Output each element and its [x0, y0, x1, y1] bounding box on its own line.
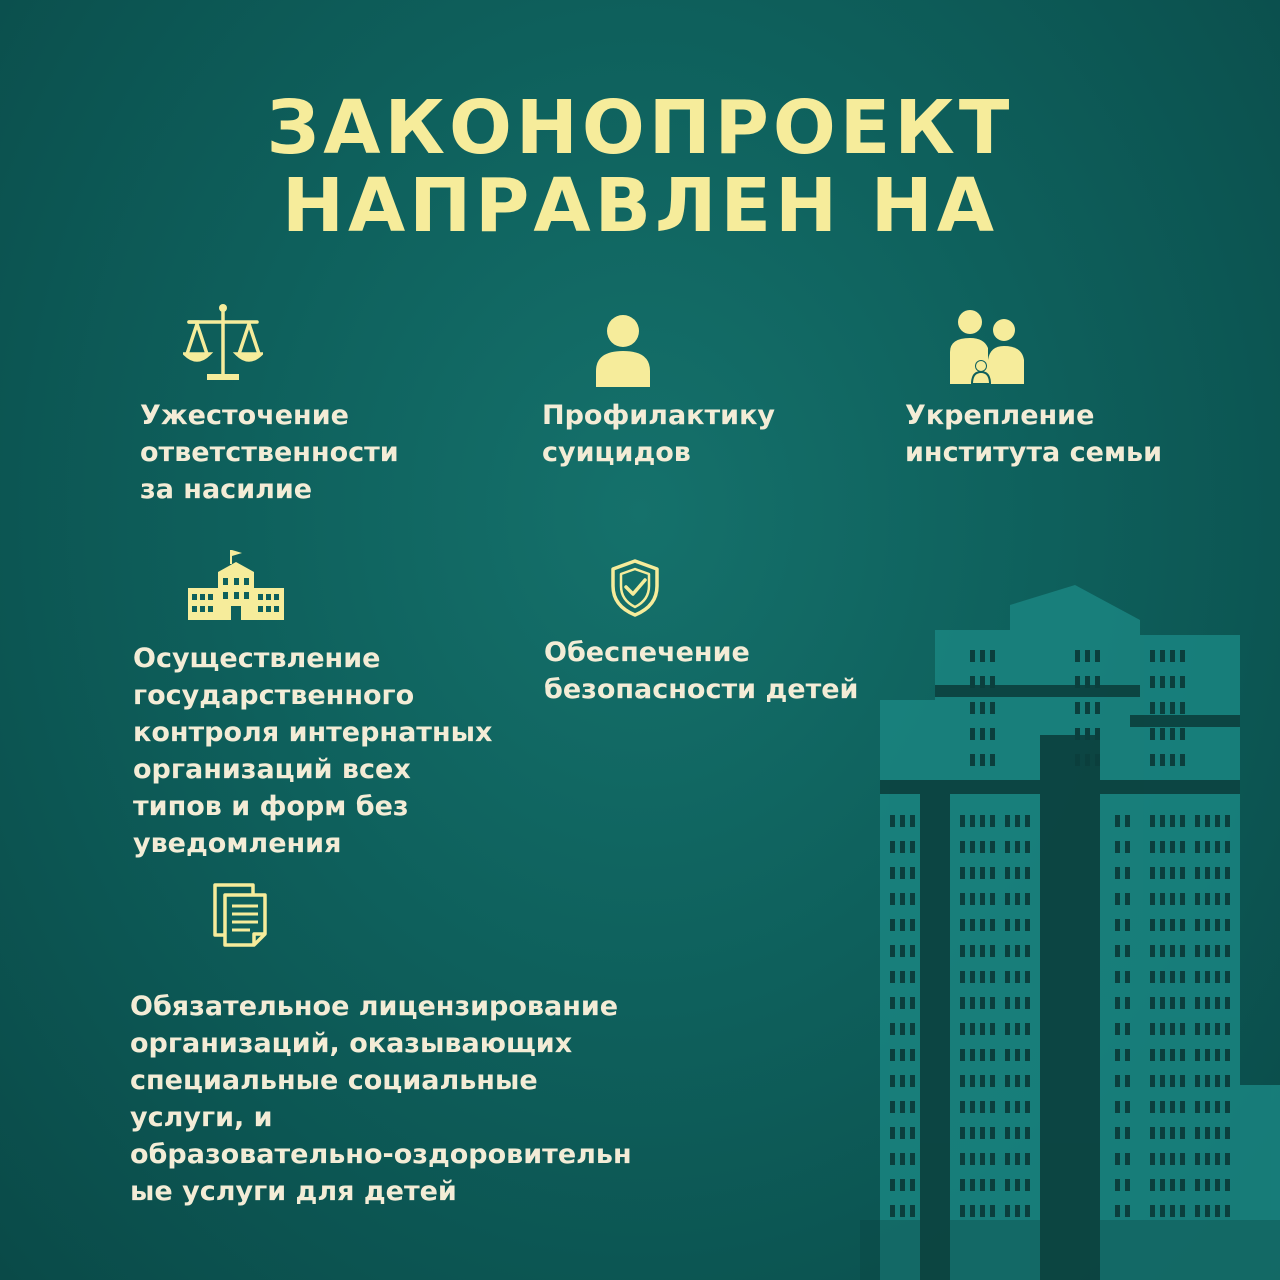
scales-icon [183, 302, 263, 384]
parliament-building-illustration [860, 585, 1280, 1280]
item-line: ые услуги для детей [130, 1176, 457, 1207]
item-line: уведомления [133, 828, 342, 859]
family-icon [948, 308, 1026, 384]
item-state-control [133, 640, 492, 862]
item-line: контроля интернатных [133, 717, 493, 748]
item-line: ответственности [140, 437, 399, 468]
item-line: специальные социальные [130, 1065, 538, 1096]
government-building-icon [188, 550, 284, 622]
page-title-line-1: ЗАКОНОПРОЕКТ [266, 85, 1014, 171]
item-child-safety [544, 634, 858, 708]
item-line: Укрепление [905, 400, 1095, 431]
item-line: Осуществление [133, 643, 381, 674]
item-line: Ужесточение [140, 400, 349, 431]
item-line: государственного [133, 680, 415, 711]
item-line: института семьи [905, 437, 1163, 468]
item-line: Обеспечение [544, 637, 750, 668]
documents-icon [212, 882, 268, 948]
page-title-line-2: НАПРАВЛЕН НА [282, 163, 998, 249]
item-line: услуги, и [130, 1102, 273, 1133]
item-line: суицидов [542, 437, 691, 468]
item-line: типов и форм без [133, 791, 409, 822]
item-line: организаций всех [133, 754, 411, 785]
item-line: образовательно-оздоровительн [130, 1139, 632, 1170]
item-line: за насилие [140, 474, 313, 505]
item-line: Обязательное лицензирование [130, 991, 619, 1022]
item-mandatory-licensing [130, 988, 632, 1210]
shield-check-icon [610, 558, 660, 618]
item-suicide-prevention [542, 397, 775, 471]
person-icon [594, 313, 652, 387]
item-family-institution [905, 397, 1162, 471]
item-line: организаций, оказывающих [130, 1028, 573, 1059]
item-line: Профилактику [542, 400, 775, 431]
item-line: безопасности детей [544, 674, 859, 705]
item-violence-liability [140, 397, 399, 508]
